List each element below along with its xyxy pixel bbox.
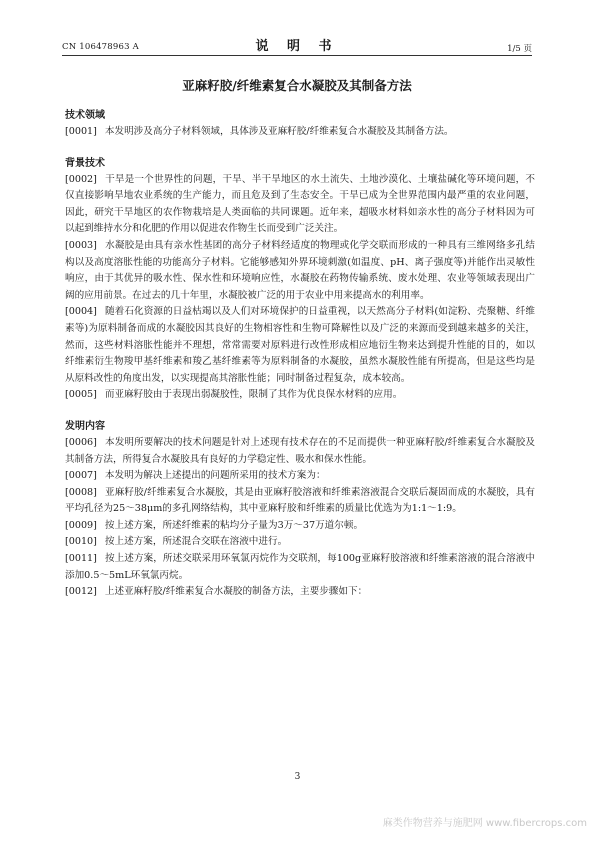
paragraph-number: [0008]: [65, 486, 97, 498]
paragraph: [65, 584, 535, 601]
section-heading: 背景技术: [65, 157, 105, 169]
header-divider: [62, 55, 532, 56]
paragraph: [65, 124, 535, 141]
paragraph: [65, 435, 535, 468]
paragraph: [65, 468, 535, 485]
paragraph: [65, 518, 535, 535]
paragraph-text: 水凝胶是由具有亲水性基团的高分子材料经适度的物理或化学交联而形成的一种具有三维网络多孔结构以及高度溶胀性能的功能高分子材料。它能够感知外界环境刺激(如温度、pH、离子强度等)并能作出灵敏性响应，由于其优异的吸水性、保水性和环境响应性，水凝胶在药物传输系统、废水处理、农业等领域表现出广阔的应用前景。在过去的几十年里，水凝胶被广泛的用于农业中用来提高水的利用率。: [65, 239, 535, 301]
document-type: 说 明 书: [255, 39, 339, 54]
paragraph-number: [0010]: [65, 536, 97, 548]
paragraph-text: 干旱是一个世界性的问题，干旱、半干旱地区的水土流失、土地沙漠化、土壤盐碱化等环境问题，不仅直接影响旱地农业系统的生产能力，而且危及到了生态安全。干旱已成为全世界范围内最严重的农业问题，因此，研究干旱地区的农作物栽培是人类面临的共同课题。近年来，超吸水材料如亲水性的高分子材料因为可以起到维持水分和化肥的作用以促进农作物生长而受到广泛关注。: [65, 173, 535, 235]
paragraph-text: 按上述方案，所述纤维素的粘均分子量为3万～37万道尔顿。: [104, 519, 364, 531]
paragraph-text: 本发明涉及高分子材料领域，具体涉及亚麻籽胶/纤维素复合水凝胶及其制备方法。: [104, 126, 454, 137]
page-header: [62, 32, 532, 54]
paragraph-text: 随着石化资源的日益枯竭以及人们对环境保护的日益重视，以天然高分子材料(如淀粉、壳聚糖、纤维素等)为原料制备而成的水凝胶因其良好的生物相容性和生物可降解性以及广泛的来源而受到越来越多的关注，然而，这些材料溶胀性能并不理想，常常需要对原料进行改性形成相应地衍生物来达到提升性能的目的，如以纤维素衍生物羧甲基纤维素和羧乙基纤维素等为原料制备的水凝胶，虽然水凝胶性能有所提高，但是这些均是从原料改性的角度出发，以实现提高其溶胀性能；同时制备过程复杂，成本较高。: [65, 306, 535, 384]
paragraph-text: 本发明所要解决的技术问题是针对上述现有技术存在的不足而提供一种亚麻籽胶/纤维素复合水凝胶及其制备方法，所得复合水凝胶具有良好的力学稳定性、吸水和保水性能。: [65, 436, 535, 465]
paragraph-number: [0011]: [65, 553, 97, 565]
page-indicator: 1/5 页: [507, 44, 532, 54]
section-heading: 发明内容: [65, 420, 105, 432]
paragraph-text: 按上述方案，所述混合交联在溶液中进行。: [104, 536, 288, 548]
paragraph: [65, 238, 535, 304]
paragraph-number: [0001]: [65, 126, 97, 137]
paragraph: [65, 485, 535, 518]
paragraph-text: 按上述方案，所述交联采用环氧氯丙烷作为交联剂，每100g亚麻籽胶溶液和纤维素溶液的混合溶液中添加0.5～5mL环氧氯丙烷。: [65, 553, 535, 581]
section-summary: [65, 419, 535, 601]
paragraph-number: [0007]: [65, 470, 97, 482]
document-body: [65, 108, 535, 601]
paragraph-text: 本发明为解决上述提出的问题所采用的技术方案为：: [104, 470, 326, 482]
paragraph: [65, 551, 535, 584]
site-watermark: 麻类作物营养与施肥网 www.fibercrops.com: [382, 818, 587, 829]
document-title: 亚麻籽胶/纤维素复合水凝胶及其制备方法: [182, 78, 412, 93]
paragraph: [65, 304, 535, 387]
section-technical-field: [65, 108, 535, 141]
paragraph-number: [0002]: [65, 173, 97, 185]
paragraph: [65, 172, 535, 238]
paragraph-text: 上述亚麻籽胶/纤维素复合水凝胶的制备方法，主要步骤如下：: [104, 586, 368, 598]
paragraph-number: [0006]: [65, 436, 97, 448]
patent-number: CN 106478963 A: [62, 42, 139, 52]
paragraph-number: [0005]: [65, 389, 97, 401]
page-number: 3: [294, 772, 301, 782]
paragraph: [65, 387, 535, 404]
section-heading: 技术领域: [65, 110, 105, 121]
paragraph-text: 而亚麻籽胶由于表现出弱凝胶性，限制了其作为优良保水材料的应用。: [104, 389, 403, 401]
section-background: [65, 156, 535, 404]
paragraph-number: [0012]: [65, 586, 97, 598]
paragraph-number: [0009]: [65, 519, 97, 531]
paragraph-number: [0004]: [65, 306, 97, 318]
paragraph-text: 亚麻籽胶/纤维素复合水凝胶，其是由亚麻籽胶溶液和纤维素溶液混合交联后凝固而成的水凝胶，具有平均孔径为25～38μm的多孔网络结构，其中亚麻籽胶和纤维素的质量比优选为为1:1～1:9。: [65, 486, 535, 515]
paragraph-number: [0003]: [65, 239, 97, 251]
paragraph: [65, 534, 535, 551]
